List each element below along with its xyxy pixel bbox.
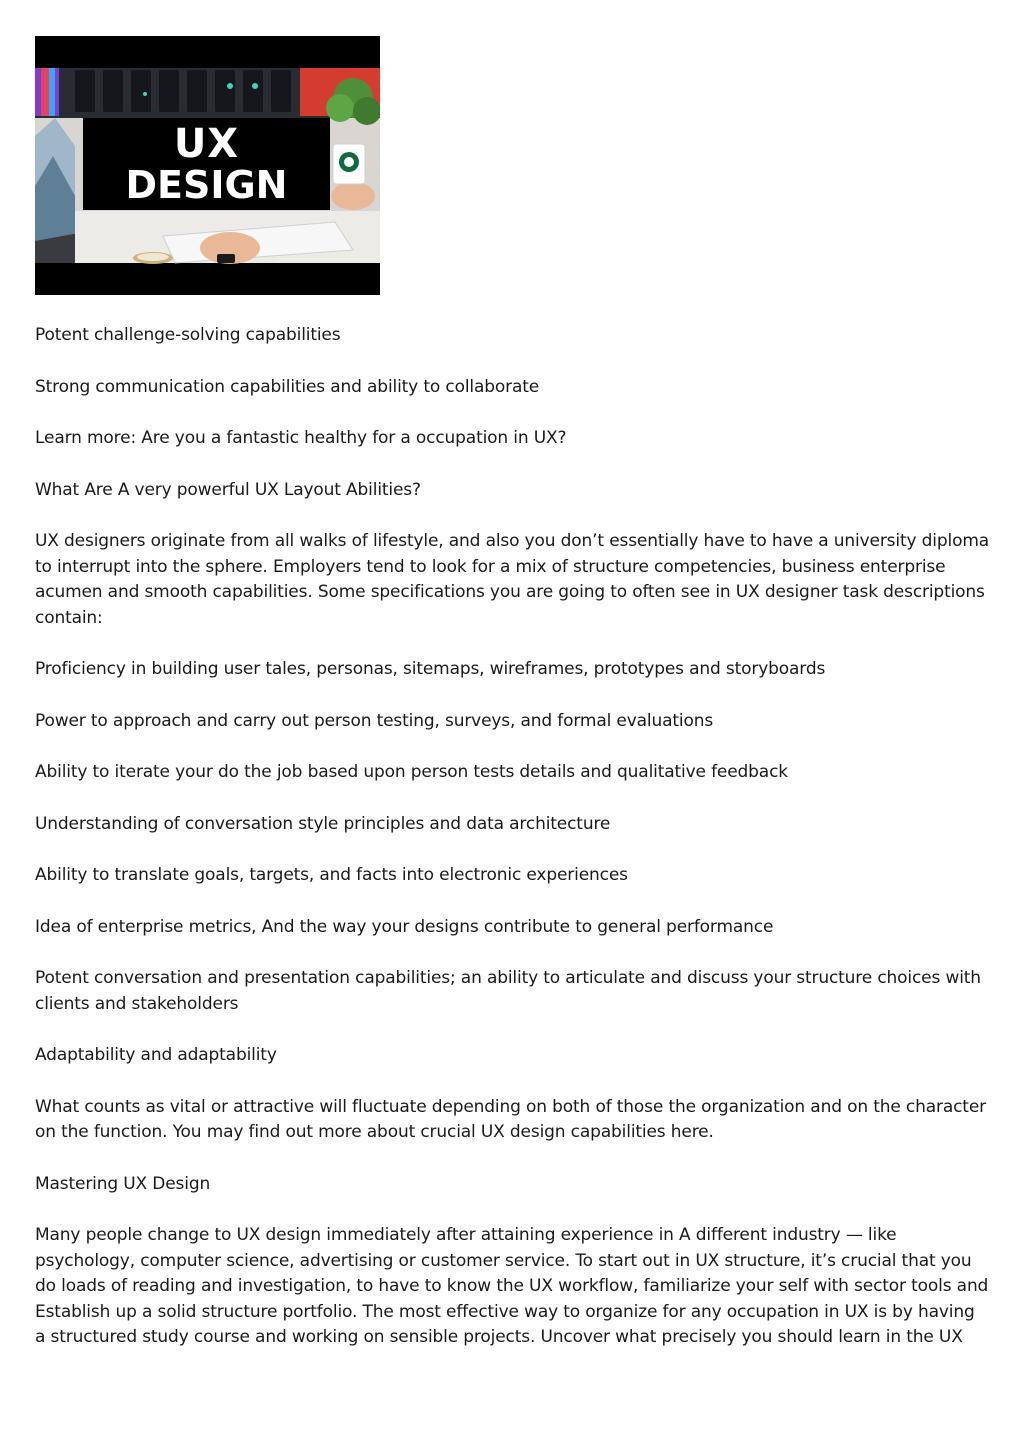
hero-image xyxy=(35,36,380,295)
list-item: Adaptability and adaptability xyxy=(35,1045,277,1065)
document-page xyxy=(35,36,990,1377)
list-item: Potent conversation and presentation capabilities; an ability to articulate and discuss your structure choices with clients and stakeholders xyxy=(35,968,981,1014)
hero-title-line1: UX xyxy=(173,121,240,167)
list-item: Ability to iterate your do the job based upon person tests details and qualitative feedback xyxy=(35,762,788,782)
section-heading: Mastering UX Design xyxy=(35,1173,211,1194)
article-body xyxy=(35,323,990,1351)
paragraph: Potent challenge-solving capabilities xyxy=(35,325,341,345)
hero-title-line2: DESIGN xyxy=(125,163,288,207)
paragraph: Strong communication capabilities and ability to collaborate xyxy=(35,376,540,397)
list-item: Understanding of conversation style principles and data architecture xyxy=(35,813,611,834)
paragraph: What counts as vital or attractive will fluctuate depending on both of those the organization and on the character on the function. You may find out more about crucial UX design capabilities here. xyxy=(35,1096,986,1142)
section-heading: What Are A very powerful UX Layout Abilities? xyxy=(35,479,421,500)
list-item: Proficiency in building user tales, personas, sitemaps, wireframes, prototypes and storyboards xyxy=(35,659,826,679)
hero-title-box xyxy=(83,118,330,210)
list-item: Idea of enterprise metrics, And the way your designs contribute to general performance xyxy=(35,916,774,937)
paragraph: Learn more: Are you a fantastic healthy for a occupation in UX? xyxy=(35,428,567,448)
list-item: Power to approach and carry out person testing, surveys, and formal evaluations xyxy=(35,710,714,731)
paragraph: Many people change to UX design immediately after attaining experience in A different industry — like psychology, computer science, advertising or customer service. To start out in UX structure, it’s crucial that you do loads of reading and investigation, to have to know the UX workflow, familiarize your self with sector tools and Establish up a solid structure portfolio. The most effective way to organize for any occupation in UX is by having a structured study course and working on sensible projects. Uncover what precisely you should learn in the UX xyxy=(35,1225,989,1347)
paragraph: UX designers originate from all walks of lifestyle, and also you don’t essentially have to have a university diploma to interrupt into the sphere. Employers tend to look for a mix of structure competencies, business enterprise acumen and smooth capabilities. Some specifications you are going to often see in UX designer task descriptions contain: xyxy=(35,531,989,628)
list-item: Ability to translate goals, targets, and facts into electronic experiences xyxy=(35,865,628,885)
